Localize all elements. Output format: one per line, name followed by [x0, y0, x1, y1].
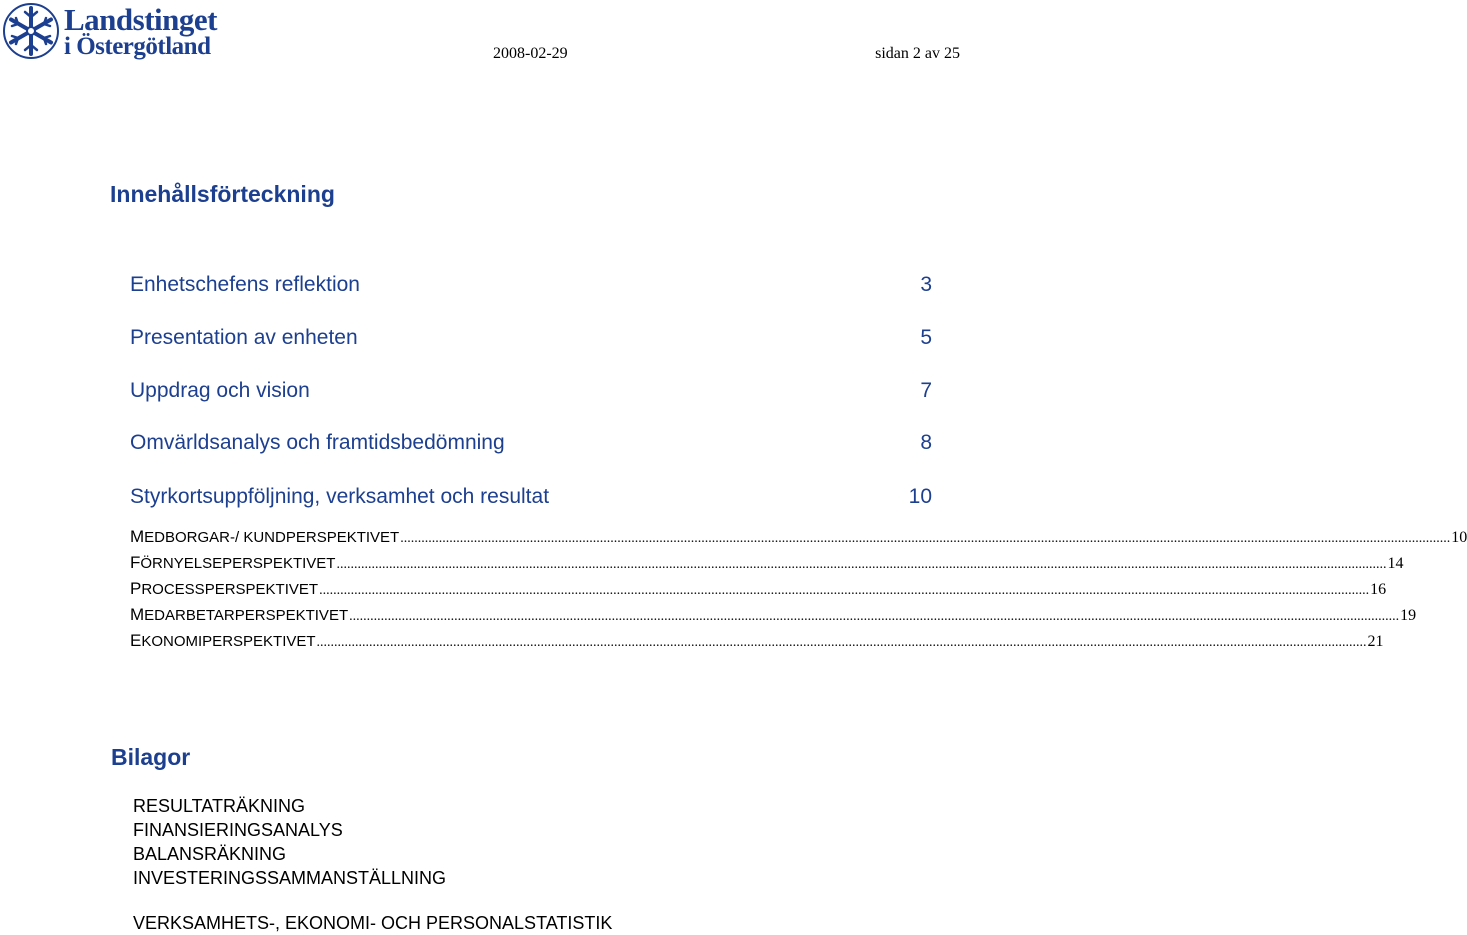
landstinget-logo [0, 0, 260, 70]
toc-sub-label: MEDBORGAR-/ KUNDPERSPEKTIVET [130, 527, 400, 546]
bilagor-item: RESULTATRÄKNING [133, 796, 306, 816]
toc-main-entry[interactable] [130, 485, 932, 509]
toc-entry-page: 8 [920, 431, 932, 454]
toc-sub-entry[interactable] [130, 527, 1467, 549]
toc-entry-page: 7 [920, 379, 932, 402]
header-page-info: sidan 2 av 25 [875, 45, 960, 62]
toc-entry-page: 10 [908, 485, 932, 508]
bilagor-title: Bilagor [111, 744, 191, 770]
bilagor-extra-item: VERKSAMHETS-, EKONOMI- OCH PERSONALSTATISTIK [133, 913, 613, 933]
toc-sub-entry[interactable] [130, 631, 1384, 653]
dot-leader: ............................................................................................................................................................................................................................................................................................................ [319, 583, 1370, 598]
toc-sub-page: 14 [1387, 555, 1404, 572]
toc-title: Innehållsförteckning [110, 181, 335, 207]
toc-sub-entry[interactable] [130, 579, 1387, 601]
toc-main-entry[interactable] [130, 273, 932, 297]
toc-sub-page: 16 [1370, 581, 1387, 598]
logo-title: Landstinget [64, 2, 217, 37]
logo-subtitle: i Östergötland [64, 33, 211, 60]
toc-sub-entry[interactable] [130, 605, 1417, 627]
toc-sub-page: 10 [1451, 529, 1467, 546]
bilagor-item: BALANSRÄKNING [133, 844, 287, 864]
toc-sub-label: EKONOMIPERSPEKTIVET [130, 631, 316, 650]
dot-leader: ............................................................................................................................................................................................................................................................................................................ [349, 609, 1400, 624]
toc-entry-label: Enhetschefens reflektion [130, 273, 360, 296]
header-date: 2008-02-29 [493, 45, 568, 62]
toc-entry-label: Presentation av enheten [130, 326, 358, 349]
dot-leader: ............................................................................................................................................................................................................................................................................................................ [400, 531, 1451, 546]
toc-sub-label: PROCESSPERSPEKTIVET [130, 579, 319, 598]
dot-leader: ............................................................................................................................................................................................................................................................................................................ [336, 557, 1387, 572]
toc-entry-label: Styrkortsuppföljning, verksamhet och resultat [130, 485, 550, 508]
toc-entry-label: Uppdrag och vision [130, 379, 310, 402]
toc-entry-label: Omvärldsanalys och framtidsbedömning [130, 431, 505, 454]
bilagor-item: FINANSIERINGSANALYS [133, 820, 343, 840]
toc-main-entry[interactable] [130, 431, 932, 455]
toc-entry-page: 5 [920, 326, 932, 349]
toc-main-entry[interactable] [130, 379, 932, 403]
toc-sub-page: 19 [1400, 607, 1417, 624]
toc-sub-label: FÖRNYELSEPERSPEKTIVET [130, 553, 336, 572]
toc-main-entry[interactable] [130, 326, 932, 350]
toc-sub-label: MEDARBETARPERSPEKTIVET [130, 605, 349, 624]
snowflake-emblem-icon [2, 2, 60, 60]
toc-entry-page: 3 [920, 273, 932, 296]
bilagor-item: INVESTERINGSSAMMANSTÄLLNING [133, 868, 447, 888]
dot-leader: ............................................................................................................................................................................................................................................................................................................ [316, 635, 1367, 650]
toc-sub-page: 21 [1367, 633, 1384, 650]
toc-sub-entry[interactable] [130, 553, 1404, 575]
